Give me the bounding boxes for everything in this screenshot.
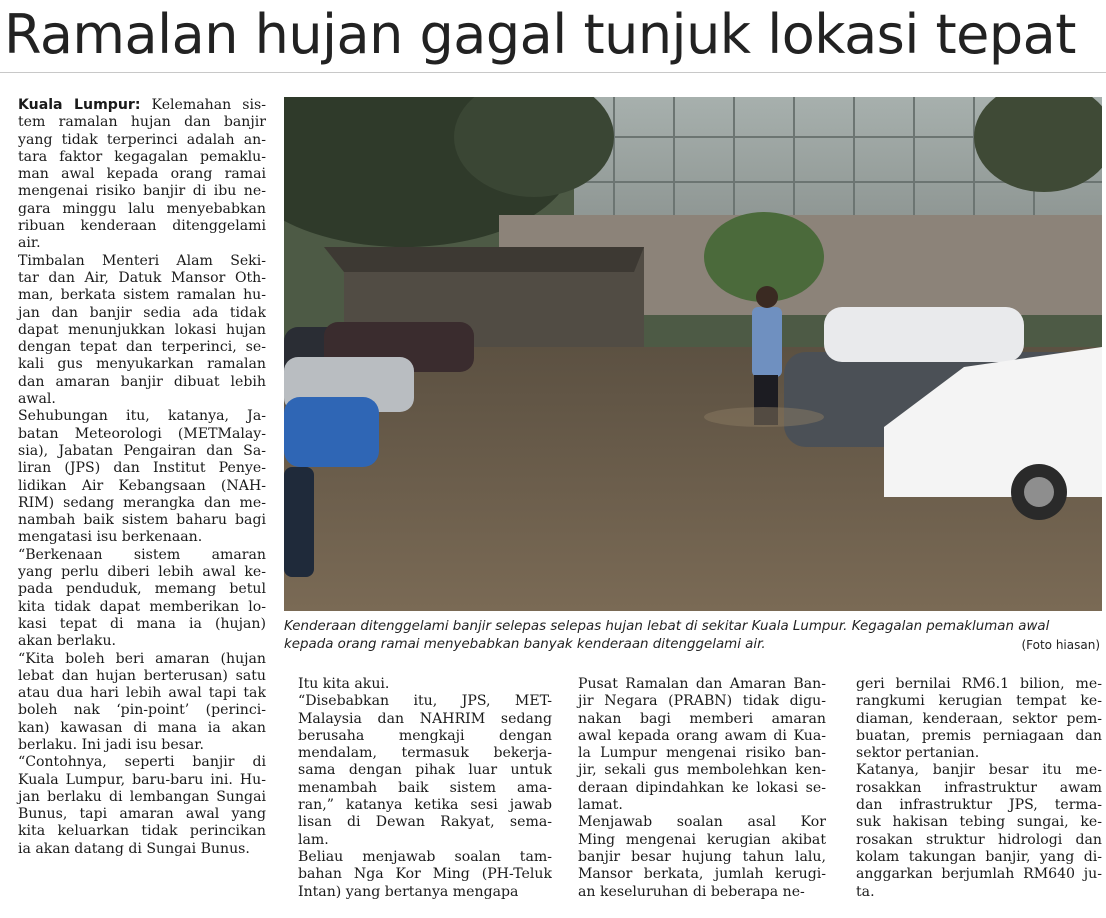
photo-caption — [284, 618, 1102, 654]
text-line: Sehubungan itu, katanya, Ja- — [18, 408, 266, 425]
text-line: akan berlaku. — [18, 633, 117, 650]
text-line: sia), Jabatan Pengairan dan Sa- — [18, 442, 266, 459]
text-line: gara minggu lalu menyebabkan — [18, 200, 266, 217]
text-line: lidikan Air Kebangsaan (NAH- — [18, 477, 266, 494]
text-line: tem ramalan hujan dan banjir — [18, 114, 266, 131]
text-line: Menjawab soalan asal Kor — [578, 814, 826, 831]
text-line: lisan di Dewan Rakyat, sema- — [298, 814, 552, 831]
text-line: tar dan Air, Datuk Mansor Oth- — [18, 269, 266, 286]
text-line: lam. — [298, 831, 329, 848]
text-line: “Berkenaan sistem amaran — [18, 546, 266, 563]
text-line: rangkumi kerugian tempat ke- — [856, 693, 1102, 710]
text-line: Itu kita akui. — [298, 676, 390, 692]
text-line: tara faktor kegagalan pemaklu- — [18, 148, 266, 165]
article-column-3 — [564, 676, 826, 918]
text-line: liran (JPS) dan Institut Penye- — [18, 460, 266, 477]
text-line: nambah baik sistem baharu bagi — [18, 512, 266, 529]
text-line: dan infrastruktur JPS, terma- — [856, 797, 1102, 814]
text-line: batan Meteorologi (METMalay- — [18, 425, 266, 442]
text-line: sama dengan pihak luar untuk — [298, 762, 552, 779]
text-line: jan berlaku di lembangan Sungai — [18, 788, 266, 805]
paragraph — [4, 754, 266, 858]
paragraph — [284, 849, 552, 901]
paragraph — [4, 651, 266, 755]
text-line: ia akan datang di Sungai Bunus. — [18, 840, 250, 857]
text-line: atau dua hari lebih awal tapi tak — [18, 685, 266, 702]
paragraph — [284, 693, 552, 849]
text-line: rosakan struktur hidrologi dan — [856, 831, 1102, 848]
text-line: Kelemahan sis- — [151, 97, 266, 113]
text-line: berlaku. Ini jadi isu besar. — [18, 736, 204, 753]
text-line: la Lumpur mengenai risiko ban- — [578, 745, 826, 762]
text-line: man awal kepada orang ramai — [18, 166, 266, 183]
paragraph — [564, 676, 826, 814]
text-line: kita keluarkan tidak perincikan — [18, 823, 266, 840]
article-column-1 — [4, 97, 266, 918]
text-line: kolam takungan banjir, yang di- — [856, 848, 1102, 865]
flood-photo — [284, 97, 1102, 611]
paragraph — [4, 547, 266, 651]
text-line: mengatasi isu berkenaan. — [18, 529, 203, 546]
text-line: “Kita boleh beri amaran (hujan — [18, 650, 266, 667]
text-line: RIM) sedang merangka dan me- — [18, 494, 266, 511]
text-line: ribuan kenderaan ditenggelami — [18, 218, 266, 235]
text-line: Ming mengenai kerugian akibat — [578, 831, 826, 848]
paragraph — [842, 676, 1102, 762]
caption-line: kepada orang ramai menyebabkan banyak kenderaan ditenggelami air. — [284, 637, 766, 652]
text-line: yang tidak terperinci adalah an- — [18, 131, 266, 148]
paragraph — [4, 97, 266, 253]
text-line: Katanya, banjir besar itu me- — [856, 762, 1102, 779]
text-line: Beliau menjawab soalan tam- — [298, 848, 552, 865]
text-line: kali gus menyukarkan ramalan — [18, 356, 266, 373]
text-line: kan) kawasan di mana ia akan — [18, 719, 266, 736]
text-line: dapat menunjukkan lokasi hujan — [18, 321, 266, 338]
text-line: jan dan banjir sedia ada tidak — [18, 304, 266, 321]
text-line: mengenai risiko banjir di ibu ne- — [18, 183, 266, 200]
text-line: jir Negara (PRABN) tidak digu- — [578, 693, 826, 710]
text-line: man, berkata sistem ramalan hu- — [18, 287, 266, 304]
text-line-container — [4, 97, 266, 114]
text-line: awal. — [18, 391, 56, 408]
paragraph — [564, 814, 826, 900]
text-line: “Disebabkan itu, JPS, MET- — [298, 693, 552, 710]
text-line: Bunus, tapi amaran awal yang — [18, 806, 266, 823]
dateline: Kuala Lumpur: — [18, 97, 141, 113]
text-line: Malaysia dan NAHRIM sedang — [298, 710, 552, 727]
text-line: pada penduduk, memang betul — [18, 581, 266, 598]
text-line: Kuala Lumpur, baru-baru ini. Hu- — [18, 771, 266, 788]
text-line: Timbalan Menteri Alam Seki- — [18, 252, 266, 269]
paragraph — [842, 762, 1102, 900]
text-line: sektor pertanian. — [856, 745, 980, 762]
text-line: nakan bagi memberi amaran — [578, 710, 826, 727]
text-line: Intan) yang bertanya mengapa — [298, 883, 519, 900]
text-line: “Contohnya, seperti banjir di — [18, 754, 266, 771]
text-line: kita tidak dapat memberikan lo- — [18, 598, 266, 615]
text-line: yang perlu diberi lebih awal ke- — [18, 564, 266, 581]
text-line: rosakkan infrastruktur awam — [856, 779, 1102, 796]
text-line: an keseluruhan di beberapa ne- — [578, 883, 805, 900]
text-line: anggarkan berjumlah RM640 ju- — [856, 866, 1102, 883]
text-line: lamat. — [578, 797, 623, 814]
text-line: buatan, premis perniagaan dan — [856, 727, 1102, 744]
text-line: kasi tepat di mana ia (hujan) — [18, 615, 266, 632]
text-line: deraan dipindahkan ke lokasi se- — [578, 779, 826, 796]
text-line: lebat dan hujan berterusan) satu — [18, 667, 266, 684]
text-line: dan amaran banjir dibuat lebih — [18, 373, 266, 390]
text-line: ran,” katanya ketika sesi jawab — [298, 797, 552, 814]
caption-line: Kenderaan ditenggelami banjir selepas selepas hujan lebat di sekitar Kuala Lumpur. Kegagalan pemakluman awal — [284, 619, 1050, 634]
text-line: Pusat Ramalan dan Amaran Ban- — [578, 676, 826, 692]
text-line: suk hakisan tebing sungai, ke- — [856, 814, 1102, 831]
text-line: awal kepada orang awam di Kua- — [578, 727, 826, 744]
text-line: bahan Nga Kor Ming (PH-Teluk — [298, 866, 552, 883]
article-column-4 — [842, 676, 1102, 918]
paragraph — [4, 408, 266, 546]
paragraph — [284, 676, 552, 693]
text-line: boleh nak ‘pin-point’ (perinci- — [18, 702, 266, 719]
paragraph — [4, 253, 266, 409]
text-line: menambah baik sistem ama- — [298, 779, 552, 796]
text-line: jir, sekali gus membolehkan ken- — [578, 762, 826, 779]
text-line: geri bernilai RM6.1 bilion, me- — [856, 676, 1102, 692]
text-line: mendalam, termasuk bekerja- — [298, 745, 552, 762]
text-line: dengan tepat dan terperinci, se- — [18, 339, 266, 356]
article-column-2 — [284, 676, 552, 918]
text-line: banjir besar hujung tahun lalu, — [578, 848, 826, 865]
text-line: Mansor berkata, jumlah kerugi- — [578, 866, 826, 883]
headline-rule — [0, 72, 1106, 82]
text-line: diaman, kenderaan, sektor pem- — [856, 710, 1102, 727]
photo-credit: (Foto hiasan) — [1021, 638, 1100, 652]
text-line: berusaha mengkaji dengan — [298, 727, 552, 744]
flood-scene-illustration — [284, 97, 1102, 611]
text-line: air. — [18, 235, 41, 252]
headline: Ramalan hujan gagal tunjuk lokasi tepat — [4, 3, 1076, 66]
text-line: ta. — [856, 883, 875, 900]
